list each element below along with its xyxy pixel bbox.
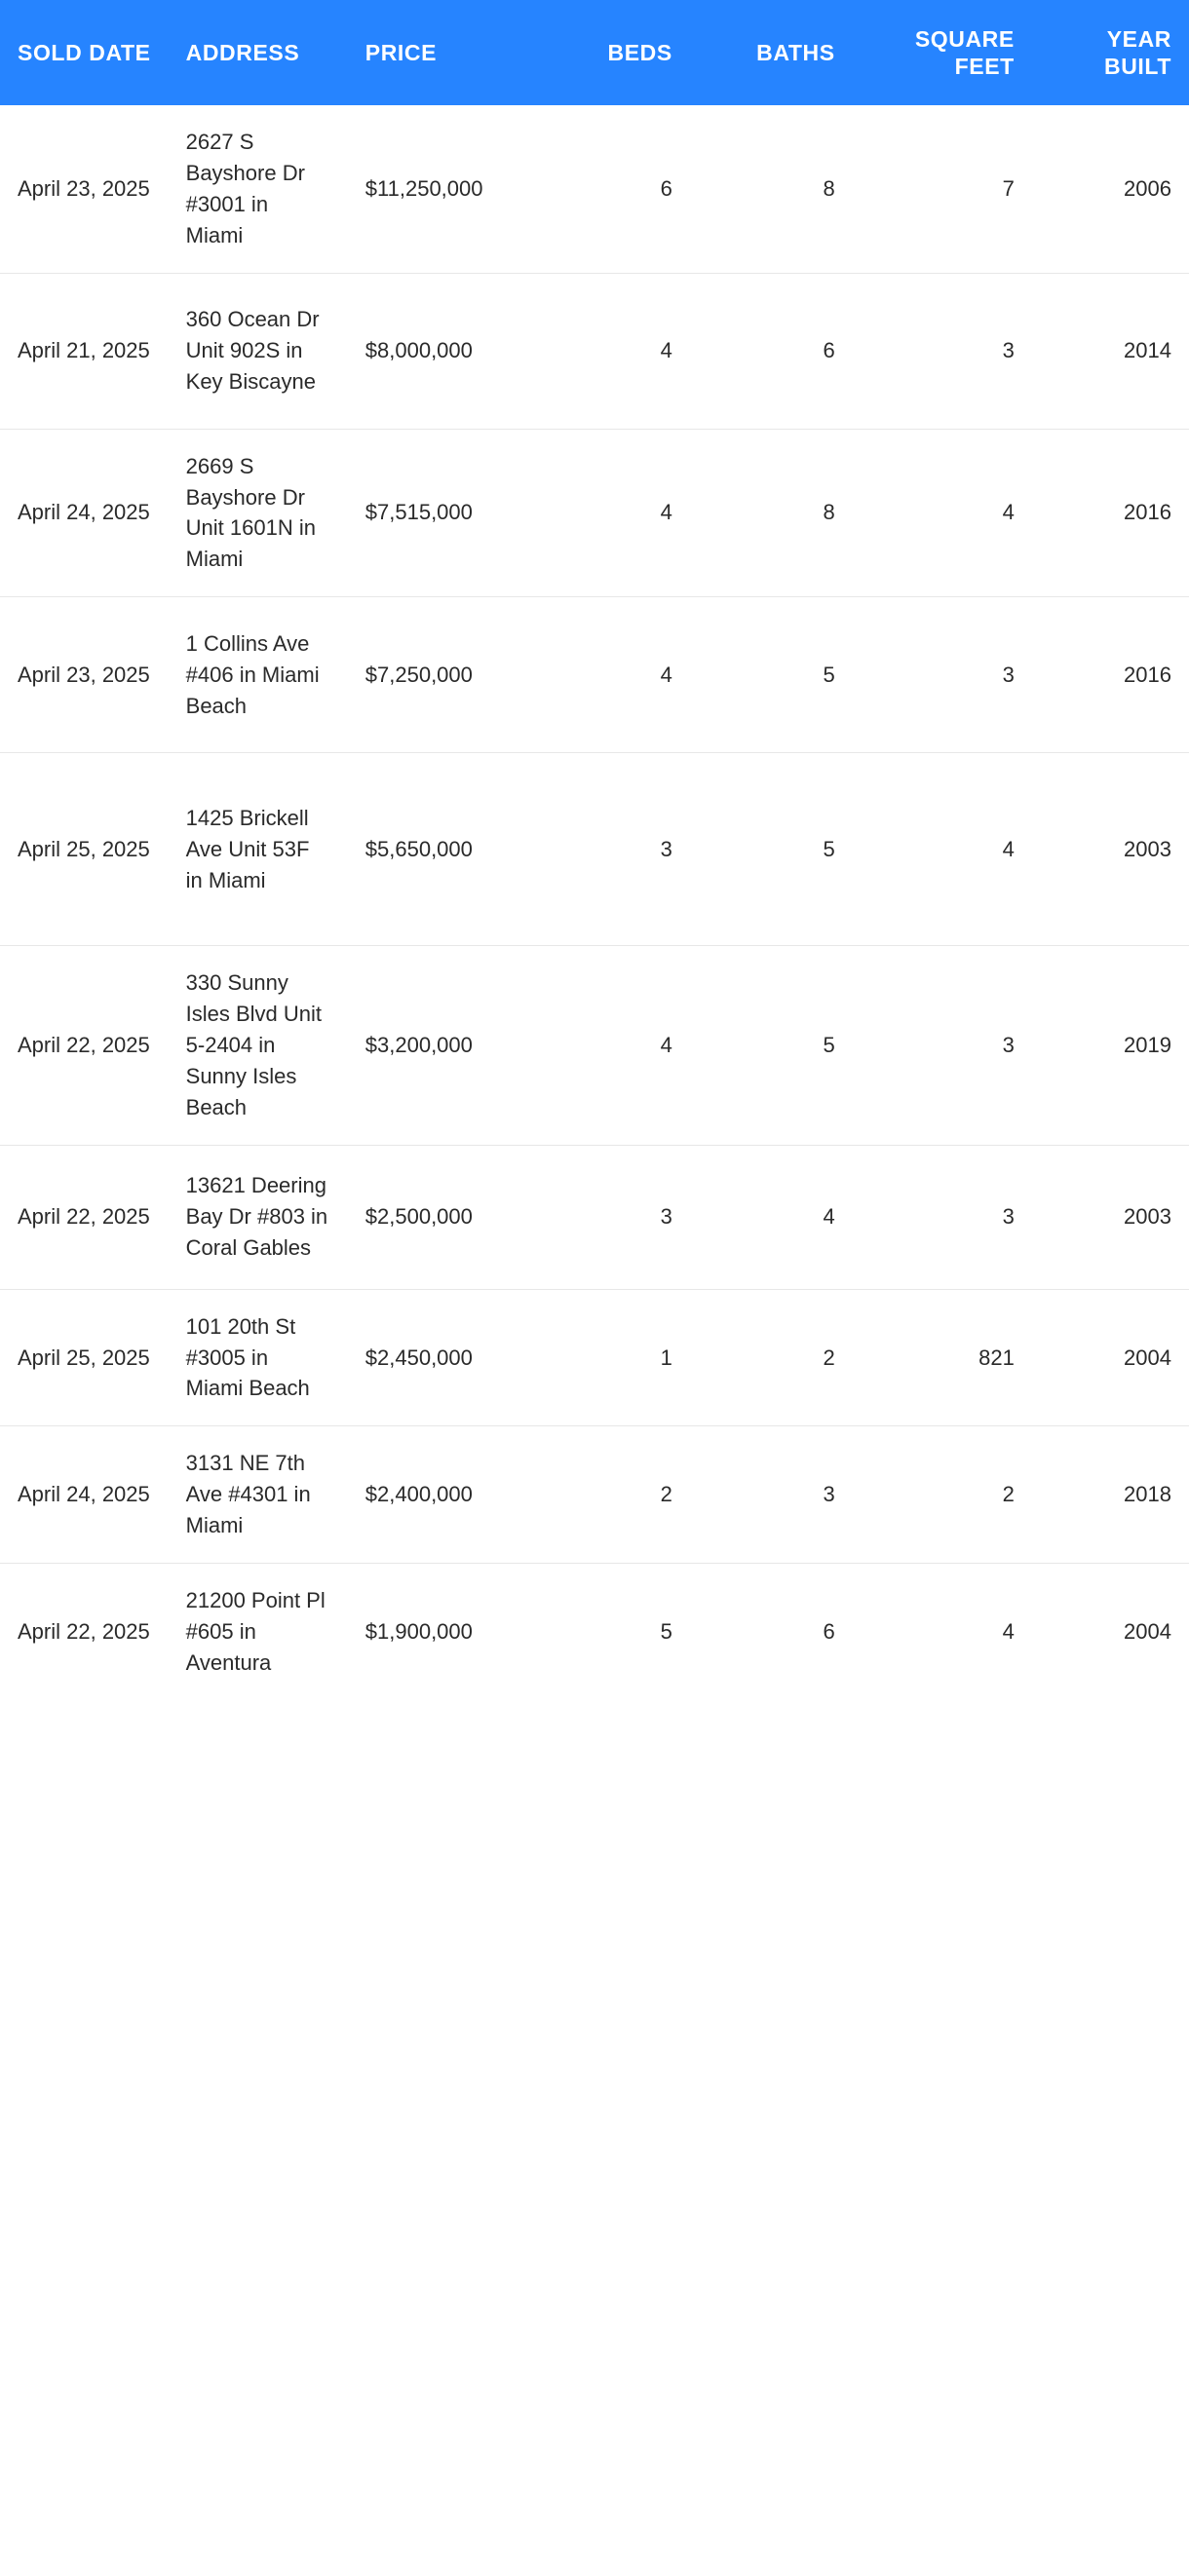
cell-beds: 4 <box>538 597 689 753</box>
table-row[interactable] <box>0 273 1189 429</box>
cell-square-feet: 2 <box>853 1426 1032 1564</box>
table-row[interactable] <box>0 1426 1189 1564</box>
cell-year-built: 2004 <box>1124 1618 1171 1644</box>
table-row[interactable] <box>0 429 1189 597</box>
cell-beds: 4 <box>538 429 689 597</box>
cell-square-feet: 4 <box>1002 1618 1015 1644</box>
table-row[interactable] <box>0 105 1189 273</box>
cell-sold-date: April 21, 2025 <box>0 273 169 429</box>
cell-address: 101 20th St #3005 in Miami Beach <box>169 1289 348 1426</box>
table-row[interactable] <box>0 597 1189 753</box>
cell-year-built: 2016 <box>1032 429 1189 597</box>
cell-square-feet: 821 <box>853 1289 1032 1426</box>
cell-square-feet: 3 <box>853 597 1032 753</box>
cell-beds: 5 <box>660 1618 672 1644</box>
cell-year-built: 2003 <box>1032 753 1189 946</box>
cell-baths: 3 <box>690 1426 853 1564</box>
cell-price: $7,250,000 <box>348 597 539 753</box>
column-header-address[interactable]: ADDRESS <box>169 0 348 105</box>
cell-beds: 3 <box>538 1145 689 1289</box>
cell-sold-date: April 23, 2025 <box>0 597 169 753</box>
cell-baths: 5 <box>690 946 853 1145</box>
cell-baths: 5 <box>690 753 853 946</box>
column-header-beds[interactable]: BEDS <box>538 0 689 105</box>
cell-sold-date: April 25, 2025 <box>0 1289 169 1426</box>
table-header <box>0 0 1189 105</box>
cell-sold-date: April 22, 2025 <box>18 1618 150 1644</box>
cell-address: 330 Sunny Isles Blvd Unit 5-2404 in Sunny Isles Beach <box>169 946 348 1145</box>
cell-price: $1,900,000 <box>364 1618 473 1644</box>
table-row[interactable] <box>0 1289 1189 1426</box>
cell-baths: 8 <box>690 105 853 273</box>
cell-square-feet: 3 <box>853 1145 1032 1289</box>
cell-baths: 6 <box>690 273 853 429</box>
cell-address: 21200 Point Pl #605 in Aventura <box>185 1588 326 1675</box>
cell-sold-date: April 22, 2025 <box>0 946 169 1145</box>
cell-address: 2627 S Bayshore Dr #3001 in Miami <box>169 105 348 273</box>
cell-baths: 8 <box>690 429 853 597</box>
cell-square-feet: 3 <box>853 946 1032 1145</box>
cell-sold-date: April 24, 2025 <box>0 1426 169 1564</box>
cell-price: $11,250,000 <box>348 105 539 273</box>
cell-price: $2,400,000 <box>348 1426 539 1564</box>
cell-address: 360 Ocean Dr Unit 902S in Key Biscayne <box>169 273 348 429</box>
column-header-baths[interactable]: BATHS <box>690 0 853 105</box>
cell-baths: 2 <box>690 1289 853 1426</box>
cell-year-built: 2019 <box>1032 946 1189 1145</box>
table-header-row <box>0 0 1189 105</box>
column-header-year-built[interactable]: YEAR BUILT <box>1032 0 1189 105</box>
cell-square-feet: 4 <box>853 753 1032 946</box>
cell-address: 1 Collins Ave #406 in Miami Beach <box>169 597 348 753</box>
cell-price: $8,000,000 <box>348 273 539 429</box>
cell-square-feet: 4 <box>853 429 1032 597</box>
table-row[interactable] <box>0 753 1189 946</box>
cell-baths: 6 <box>823 1618 835 1644</box>
column-header-sold-date[interactable]: SOLD DATE <box>0 0 169 105</box>
cell-price: $5,650,000 <box>348 753 539 946</box>
cell-beds: 4 <box>538 946 689 1145</box>
cell-sold-date: April 22, 2025 <box>0 1145 169 1289</box>
cell-price: $3,200,000 <box>348 946 539 1145</box>
cell-beds: 4 <box>538 273 689 429</box>
cell-year-built: 2006 <box>1032 105 1189 273</box>
cell-sold-date: April 24, 2025 <box>0 429 169 597</box>
table-row[interactable] <box>0 1145 1189 1289</box>
cell-beds: 3 <box>538 753 689 946</box>
cell-year-built: 2018 <box>1032 1426 1189 1564</box>
cell-year-built: 2004 <box>1032 1289 1189 1426</box>
cell-sold-date: April 23, 2025 <box>0 105 169 273</box>
cell-square-feet: 3 <box>853 273 1032 429</box>
cell-year-built: 2003 <box>1032 1145 1189 1289</box>
column-header-square-feet[interactable]: SQUARE FEET <box>853 0 1032 105</box>
cell-beds: 1 <box>538 1289 689 1426</box>
cell-beds: 2 <box>538 1426 689 1564</box>
table-body <box>0 105 1189 1700</box>
cell-address: 13621 Deering Bay Dr #803 in Coral Gables <box>169 1145 348 1289</box>
cell-beds: 6 <box>538 105 689 273</box>
cell-square-feet: 7 <box>853 105 1032 273</box>
cell-address: 1425 Brickell Ave Unit 53F in Miami <box>169 753 348 946</box>
cell-address: 3131 NE 7th Ave #4301 in Miami <box>169 1426 348 1564</box>
table-row[interactable] <box>0 946 1189 1145</box>
cell-sold-date: April 25, 2025 <box>0 753 169 946</box>
cell-baths: 4 <box>690 1145 853 1289</box>
table-row[interactable] <box>0 1564 1189 1700</box>
cell-price: $7,515,000 <box>348 429 539 597</box>
cell-year-built: 2016 <box>1032 597 1189 753</box>
column-header-price[interactable]: PRICE <box>348 0 539 105</box>
cell-price: $2,500,000 <box>348 1145 539 1289</box>
cell-year-built: 2014 <box>1032 273 1189 429</box>
cell-price: $2,450,000 <box>348 1289 539 1426</box>
cell-address: 2669 S Bayshore Dr Unit 1601N in Miami <box>169 429 348 597</box>
cell-baths: 5 <box>690 597 853 753</box>
